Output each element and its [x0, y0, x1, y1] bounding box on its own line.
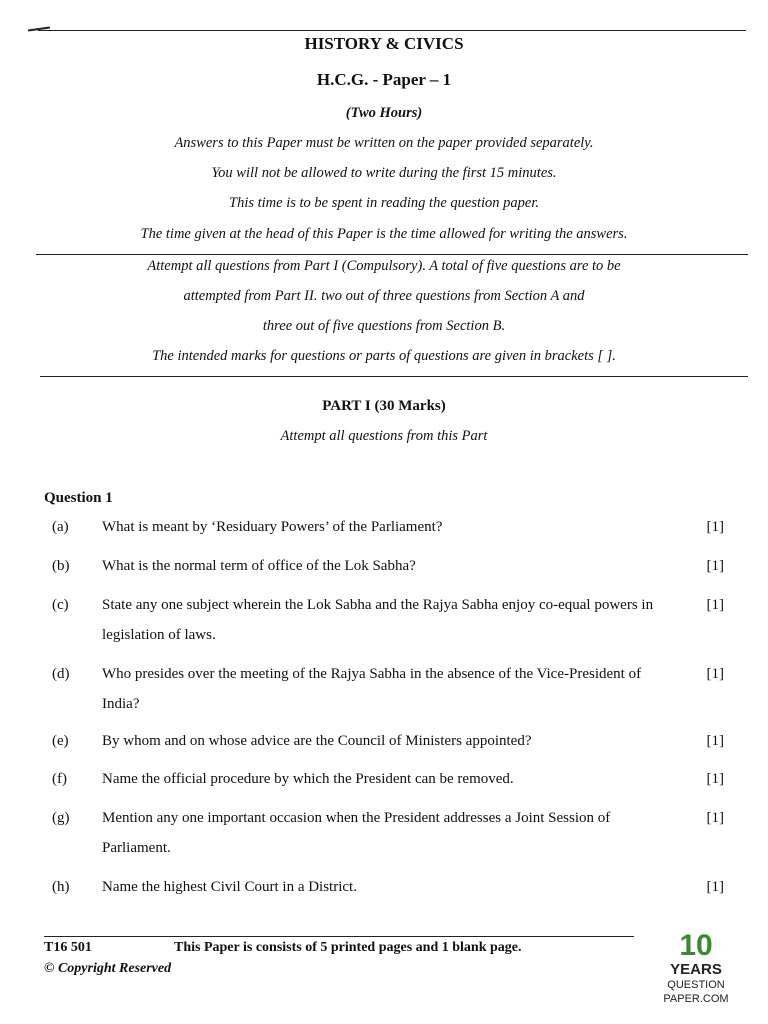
item-text: Mention any one important occasion when the President addresses a Joint Session of Parliament. [102, 810, 611, 856]
item-text: Name the official procedure by which the President can be removed. [102, 771, 514, 787]
instruction-line: You will not be allowed to write during the first 15 minutes. [211, 165, 557, 181]
attempt-note: attempted from Part II. two out of three questions from Section A and [183, 288, 585, 304]
item-label: (g) [52, 810, 70, 826]
logo-site: QUESTION PAPER.COM [663, 979, 729, 1005]
footer-line [44, 940, 522, 956]
attempt-note: Attempt all questions from Part I (Compulsory). A total of five questions are to be [147, 258, 621, 274]
instruction-line: Answers to this Paper must be written on the paper provided separately. [174, 135, 594, 151]
item-label: (c) [52, 597, 69, 613]
part-title: PART I (30 Marks) [322, 398, 446, 414]
logo-number: 10 [679, 929, 713, 962]
item-text: State any one subject wherein the Lok Sabha and the Rajya Sabha enjoy co-equal powers in legislation of laws. [102, 597, 654, 643]
item-label: (b) [52, 558, 70, 574]
item-text: Name the highest Civil Court in a District. [102, 879, 357, 895]
instruction-line: The time given at the head of this Paper is the time allowed for writing the answers. [140, 226, 628, 242]
item-label: (d) [52, 666, 70, 682]
item-text: By whom and on whose advice are the Council of Ministers appointed? [102, 733, 532, 749]
item-marks: [1] [706, 597, 724, 613]
item-marks: [1] [706, 733, 724, 749]
logo-years: YEARS [670, 961, 722, 978]
pages-note: This Paper is consists of 5 printed pages and 1 blank page. [174, 940, 522, 955]
item-label: (a) [52, 519, 69, 535]
divider [36, 254, 748, 255]
paper-duration: (Two Hours) [345, 105, 423, 121]
paper-title: HISTORY & CIVICS [304, 34, 464, 53]
item-marks: [1] [706, 810, 724, 826]
attempt-note: three out of five questions from Section B. [262, 318, 506, 334]
question-heading: Question 1 [44, 490, 113, 506]
item-marks: [1] [706, 558, 724, 574]
divider [40, 376, 748, 377]
item-text: What is meant by ‘Residuary Powers’ of the Parliament? [102, 519, 443, 535]
item-text: Who presides over the meeting of the Rajya Sabha in the absence of the Vice-President of India? [102, 666, 642, 712]
item-marks: [1] [706, 519, 724, 535]
item-label: (f) [52, 771, 67, 787]
instruction-line: This time is to be spent in reading the question paper. [229, 195, 539, 211]
item-marks: [1] [706, 771, 724, 787]
part-subtitle: Attempt all questions from this Part [280, 428, 488, 444]
paper-subtitle: H.C.G. - Paper – 1 [316, 70, 452, 89]
item-marks: [1] [706, 666, 724, 682]
item-text: What is the normal term of office of the Lok Sabha? [102, 558, 416, 574]
item-label: (e) [52, 733, 69, 749]
paper-code: T16 501 [44, 940, 92, 955]
copyright-notice: © Copyright Reserved [44, 961, 172, 976]
top-rule [38, 30, 746, 31]
item-marks: [1] [706, 879, 724, 895]
site-logo [634, 929, 758, 1005]
footer-rule [44, 936, 634, 937]
item-label: (h) [52, 879, 70, 895]
attempt-note: The intended marks for questions or parts of questions are given in brackets [ ]. [152, 348, 616, 364]
